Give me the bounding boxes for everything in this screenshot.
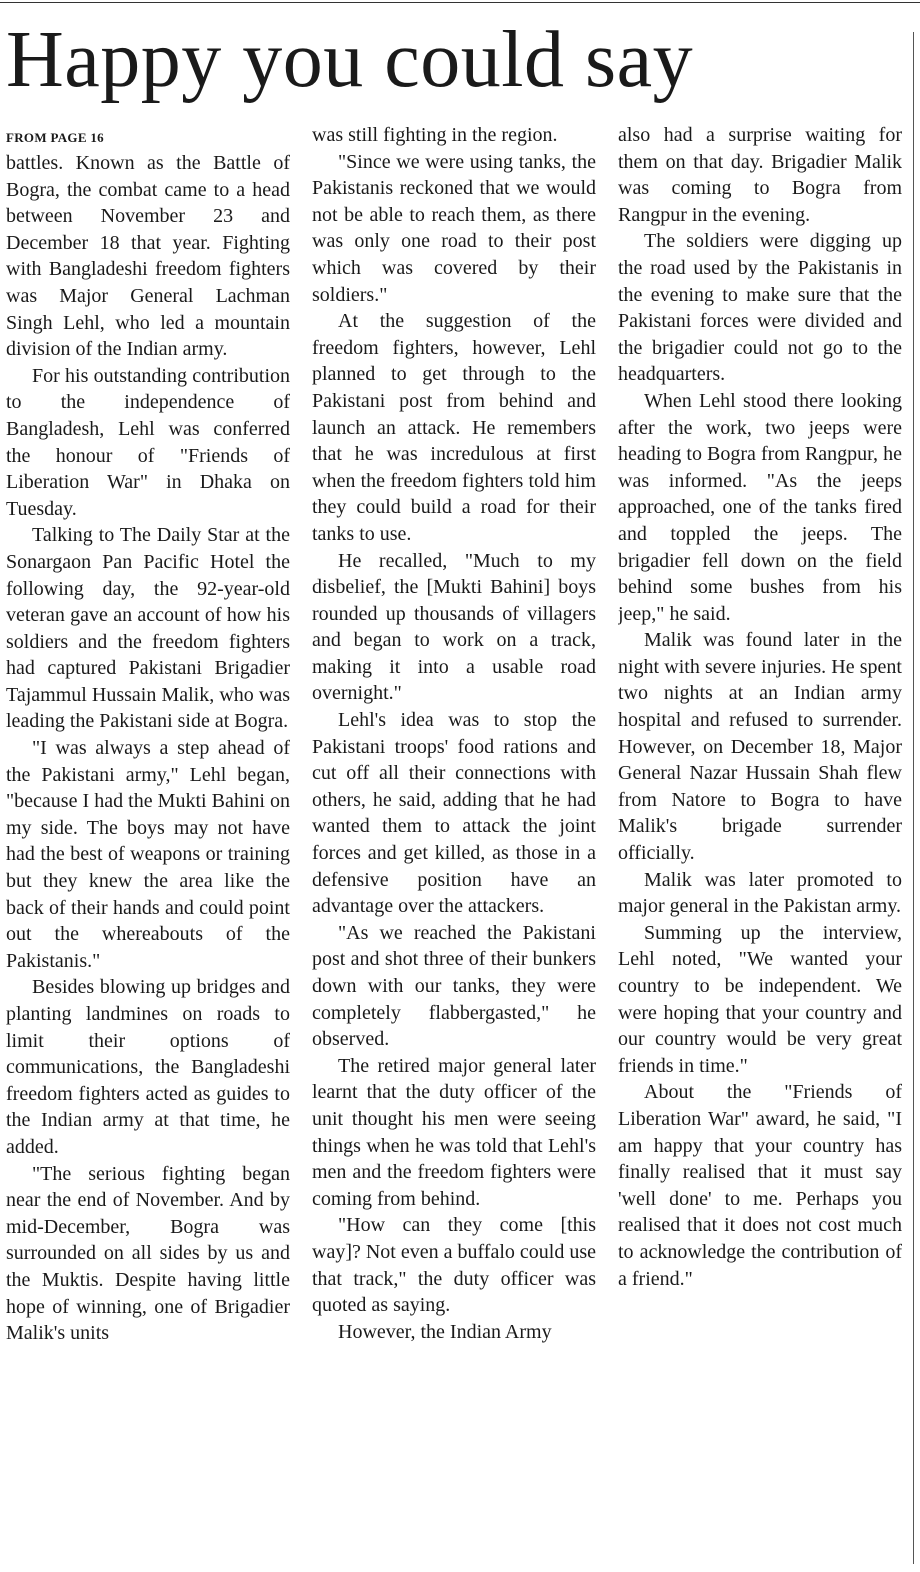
dateline: FROM PAGE 16 [6,130,104,145]
headline: Happy you could say [6,16,694,104]
paragraph: However, the Indian Army [338,1320,552,1343]
paragraph: Talking to The Daily Star at the Sonargaon Pan Pacific Hotel the following day, the 92-year-old veteran gave an account of how his soldiers and the freedom fighters had captured Pakistani Brigadier Tajammul Hussain Malik, who was leading the Pakistani side at Bogra. [6,524,290,733]
paragraph: "How can they come [this way]? Not even a buffalo could use that track," the duty officer was quoted as saying. [312,1214,596,1317]
paragraph: Summing up the interview, Lehl noted, "We wanted your country to be independent. We were hoping that your country and our country would be very great friends in time." [618,921,902,1077]
paragraph: Malik was found later in the night with severe injuries. He spent two nights at an Indian army hospital and refused to surrender. However, on December 18, Major General Nazar Hussain Shah flew from Natore to Bogra to have Malik's brigade surrender officially. [618,629,902,865]
top-rule [0,2,920,3]
paragraph: About the "Friends of Liberation War" award, he said, "I am happy that your country has finally realised that it must say 'well done' to me. Perhaps you realised that it does not cost much to acknowledge the contribution of a friend." [618,1081,902,1290]
paragraph: For his outstanding contribution to the independence of Bangladesh, Lehl was conferred the honour of "Friends of Liberation War" in Dhaka on Tuesday. [6,364,290,520]
paragraph: Besides blowing up bridges and planting landmines on roads to limit their options of communications, the Bangladeshi freedom fighters acted as guides to the Indian army at that time, he added. [6,976,290,1158]
paragraph: "I was always a step ahead of the Pakistani army," Lehl began, "because I had the Mukti Bahini on my side. The boys may not have had the best of weapons or training but they knew the area like the back of their hands and could point out the whereabouts of the Pakistanis." [6,737,290,972]
paragraph: "The serious fighting began near the end of November. And by mid-December, Bogra was surrounded on all sides by us and the Muktis. Despite having little hope of winning, one of Brigadier Malik's units [6,1162,290,1345]
paragraph: Malik was later promoted to major general in the Pakistan army. [618,868,902,918]
paragraph: When Lehl stood there looking after the work, two jeeps were heading to Bogra from Rangpur, he was informed. "As the jeeps approached, one of the tanks fired and toppled the jeeps. The brigadier fell down on the field behind some bushes from his jeep," he said. [618,389,902,625]
paragraph: "Since we were using tanks, the Pakistanis reckoned that we would not be able to reach them, as there was only one road to their post which was covered by their soldiers." [312,150,596,306]
paragraph: The retired major general later learnt that the duty officer of the unit thought his men were seeing things when he was told that Lehl's men and the freedom fighters were coming from behind. [312,1054,596,1210]
column-2 [312,122,596,1566]
paragraph: At the suggestion of the freedom fighters, however, Lehl planned to get through to the Pakistani post from behind and launch an attack. He remembers that he was incredulous at first when the freedom fighters told him they could build a road for their tanks to use. [312,310,596,545]
paragraph: He recalled, "Much to my disbelief, the [Mukti Bahini] boys rounded up thousands of villagers and began to work on a track, making it into a usable road overnight." [312,549,596,705]
paragraph: "As we reached the Pakistani post and shot three of their bunkers down with our tanks, they were completely flabbergasted," he observed. [312,921,596,1051]
paragraph: was still fighting in the region. [312,124,558,146]
paragraph: also had a surprise waiting for them on that day. Brigadier Malik was coming to Bogra from Rangpur in the evening. [618,124,902,226]
column-1 [6,122,290,1566]
paragraph: battles. Known as the Battle of Bogra, the combat came to a head between November 23 and December 18 that year. Fighting with Bangladeshi freedom fighters was Major General Lachman Singh Lehl, who led a mountain division of the Indian army. [6,152,290,361]
article-body [6,122,902,1566]
paragraph: The soldiers were digging up the road used by the Pakistanis in the evening to make sure that the Pakistani forces were divided and the brigadier could not go to the headquarters. [618,230,902,386]
paragraph: Lehl's idea was to stop the Pakistani troops' food rations and cut off all their connections with others, he said, adding that he had wanted them to attack the joint forces and get killed, as those in a defensive position have an advantage over the attackers. [312,709,596,918]
column-3 [618,122,902,1566]
right-rule [913,32,914,1564]
